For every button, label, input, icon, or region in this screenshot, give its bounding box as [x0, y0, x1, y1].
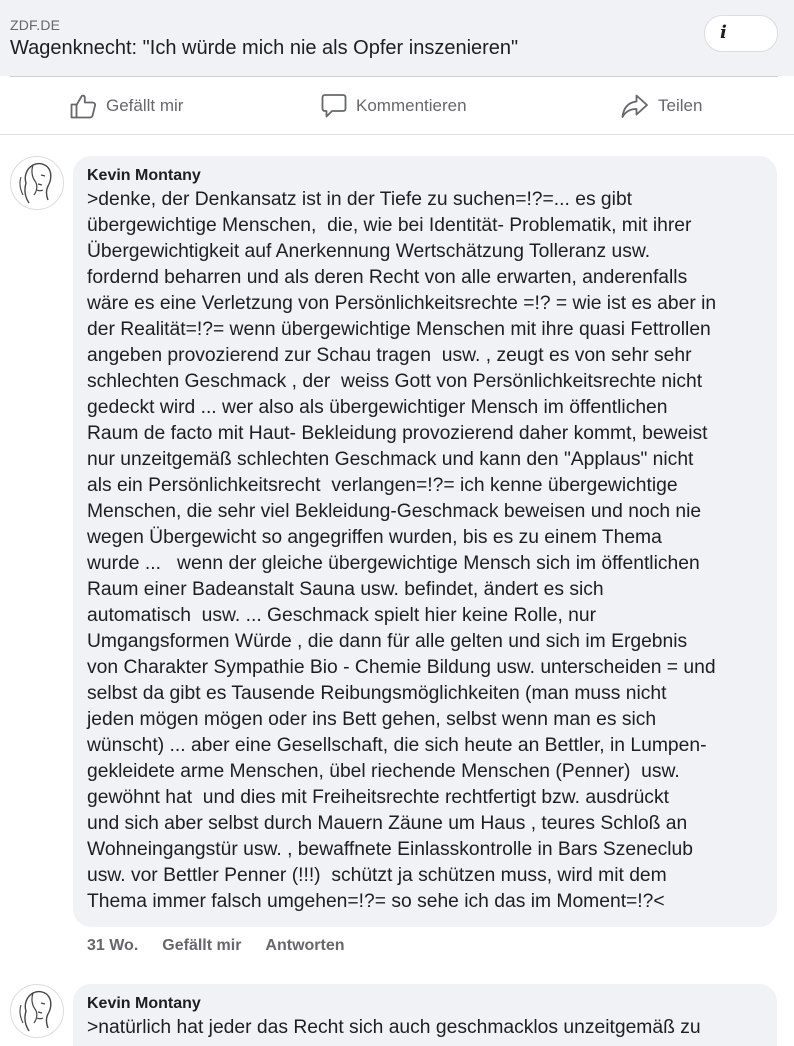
comment-like-button[interactable]: Gefällt mir — [162, 937, 242, 954]
divider — [0, 134, 794, 135]
divider — [10, 76, 778, 77]
comment-timestamp[interactable]: 31 Wo. — [87, 937, 139, 954]
comment-bubble — [73, 984, 777, 1046]
comment-bubble-icon — [321, 93, 347, 119]
thumbs-up-icon — [70, 93, 97, 119]
comment-text: >denke, der Denkansatz ist in der Tiefe zu suchen=!?=... es gibt übergewichtige Menschen, die, wie bei Identität- Problematik, mit ihrer Übergewichtigkeit auf Anerkennung Wertschätzung Tolleranz usw. fordernd beharren und als deren Recht von alle erwarten, anderenfalls wäre es eine Verletzung von Persönlichkeitsrechte =!? = wie ist es aber in der Realität=!?= wenn übergewichtige Menschen mit ihre quasi Fettrollen angeben provozierend zur Schau tragen usw. , zeugt es von sehr sehr schlechten Geschmack , der weiss Gott von Persönlichkeitsrechte nicht gedeckt wird ... wer also als übergewichtiger Mensch im öffentlichen Raum de facto mit Haut- Bekleidung provozierend daher kommt, beweist nur unzeitgemäß schlechten Geschmack und kann den "Applaus" nicht als ein Persönlichkeitsrecht verlangen=!?= ich kenne übergewichtige Menschen, die sehr viel Bekleidung-Geschmack beweisen und noch nie wegen Übergewicht so angegriffen wurden, bis es zu einem Thema wurde ... wenn der gleiche übergewichtige Mensch sich im öffentlichen Raum einer Badeanstalt Sauna usw. befindet, ändert es sich automatisch usw. ... Geschmack spielt hier keine Rolle, nur Umgangsformen Würde , die dann für alle gelten und sich im Ergebnis von Charakter Sympathie Bio - Chemie Bildung usw. unterscheiden = und selbst da gibt es Tausende Reibungsmöglichkeiten (man muss nicht jeden mögen mögen oder ins Bett gehen, selbst wenn man es sich wünscht) ... aber eine Gesellschaft, die sich heute an Bettler, in Lumpen- gekleidete arme Menschen, übel riechende Menschen (Penner) usw. gewöhnt hat und dies mit Freiheitsrechte rechtfertigt bzw. ausdrückt und sich aber selbst durch Mauern Zäune um Haus , teures Schloß an Wohneingangstür usw. , bewaffnete Einlasskontrolle in Bars Szeneclub usw. vor Bettler Penner (!!!) schützt ja schützen muss, wird mit dem Thema immer falsch umgehen=!?= so sehe ich das im Moment=!?< — [87, 189, 717, 912]
like-button[interactable] — [70, 78, 183, 134]
comment-meta — [87, 934, 369, 958]
comment-label: Kommentieren — [356, 96, 467, 115]
info-button[interactable] — [704, 15, 778, 52]
sketch-face-icon — [11, 157, 63, 209]
comment-bubble — [73, 156, 777, 927]
comment-button[interactable] — [321, 78, 467, 134]
sketch-face-icon — [11, 985, 63, 1037]
link-preview-card[interactable] — [0, 0, 794, 76]
avatar[interactable] — [10, 156, 64, 210]
share-label: Teilen — [658, 96, 703, 115]
link-title[interactable]: Wagenknecht: "Ich würde mich nie als Opfer inszenieren" — [10, 37, 519, 59]
like-label: Gefällt mir — [106, 96, 184, 115]
comment-text: >natürlich hat jeder das Recht sich auch geschmacklos unzeitgemäß zu — [87, 1017, 701, 1038]
comment-author[interactable]: Kevin Montany — [87, 995, 201, 1012]
info-icon: i — [720, 22, 727, 43]
share-button[interactable] — [621, 78, 702, 134]
action-bar — [0, 78, 794, 134]
comment-author[interactable]: Kevin Montany — [87, 167, 201, 184]
comment-reply-button[interactable]: Antworten — [265, 937, 345, 954]
share-arrow-icon — [621, 93, 649, 119]
avatar[interactable] — [10, 984, 64, 1038]
link-source: ZDF.DE — [10, 17, 61, 33]
